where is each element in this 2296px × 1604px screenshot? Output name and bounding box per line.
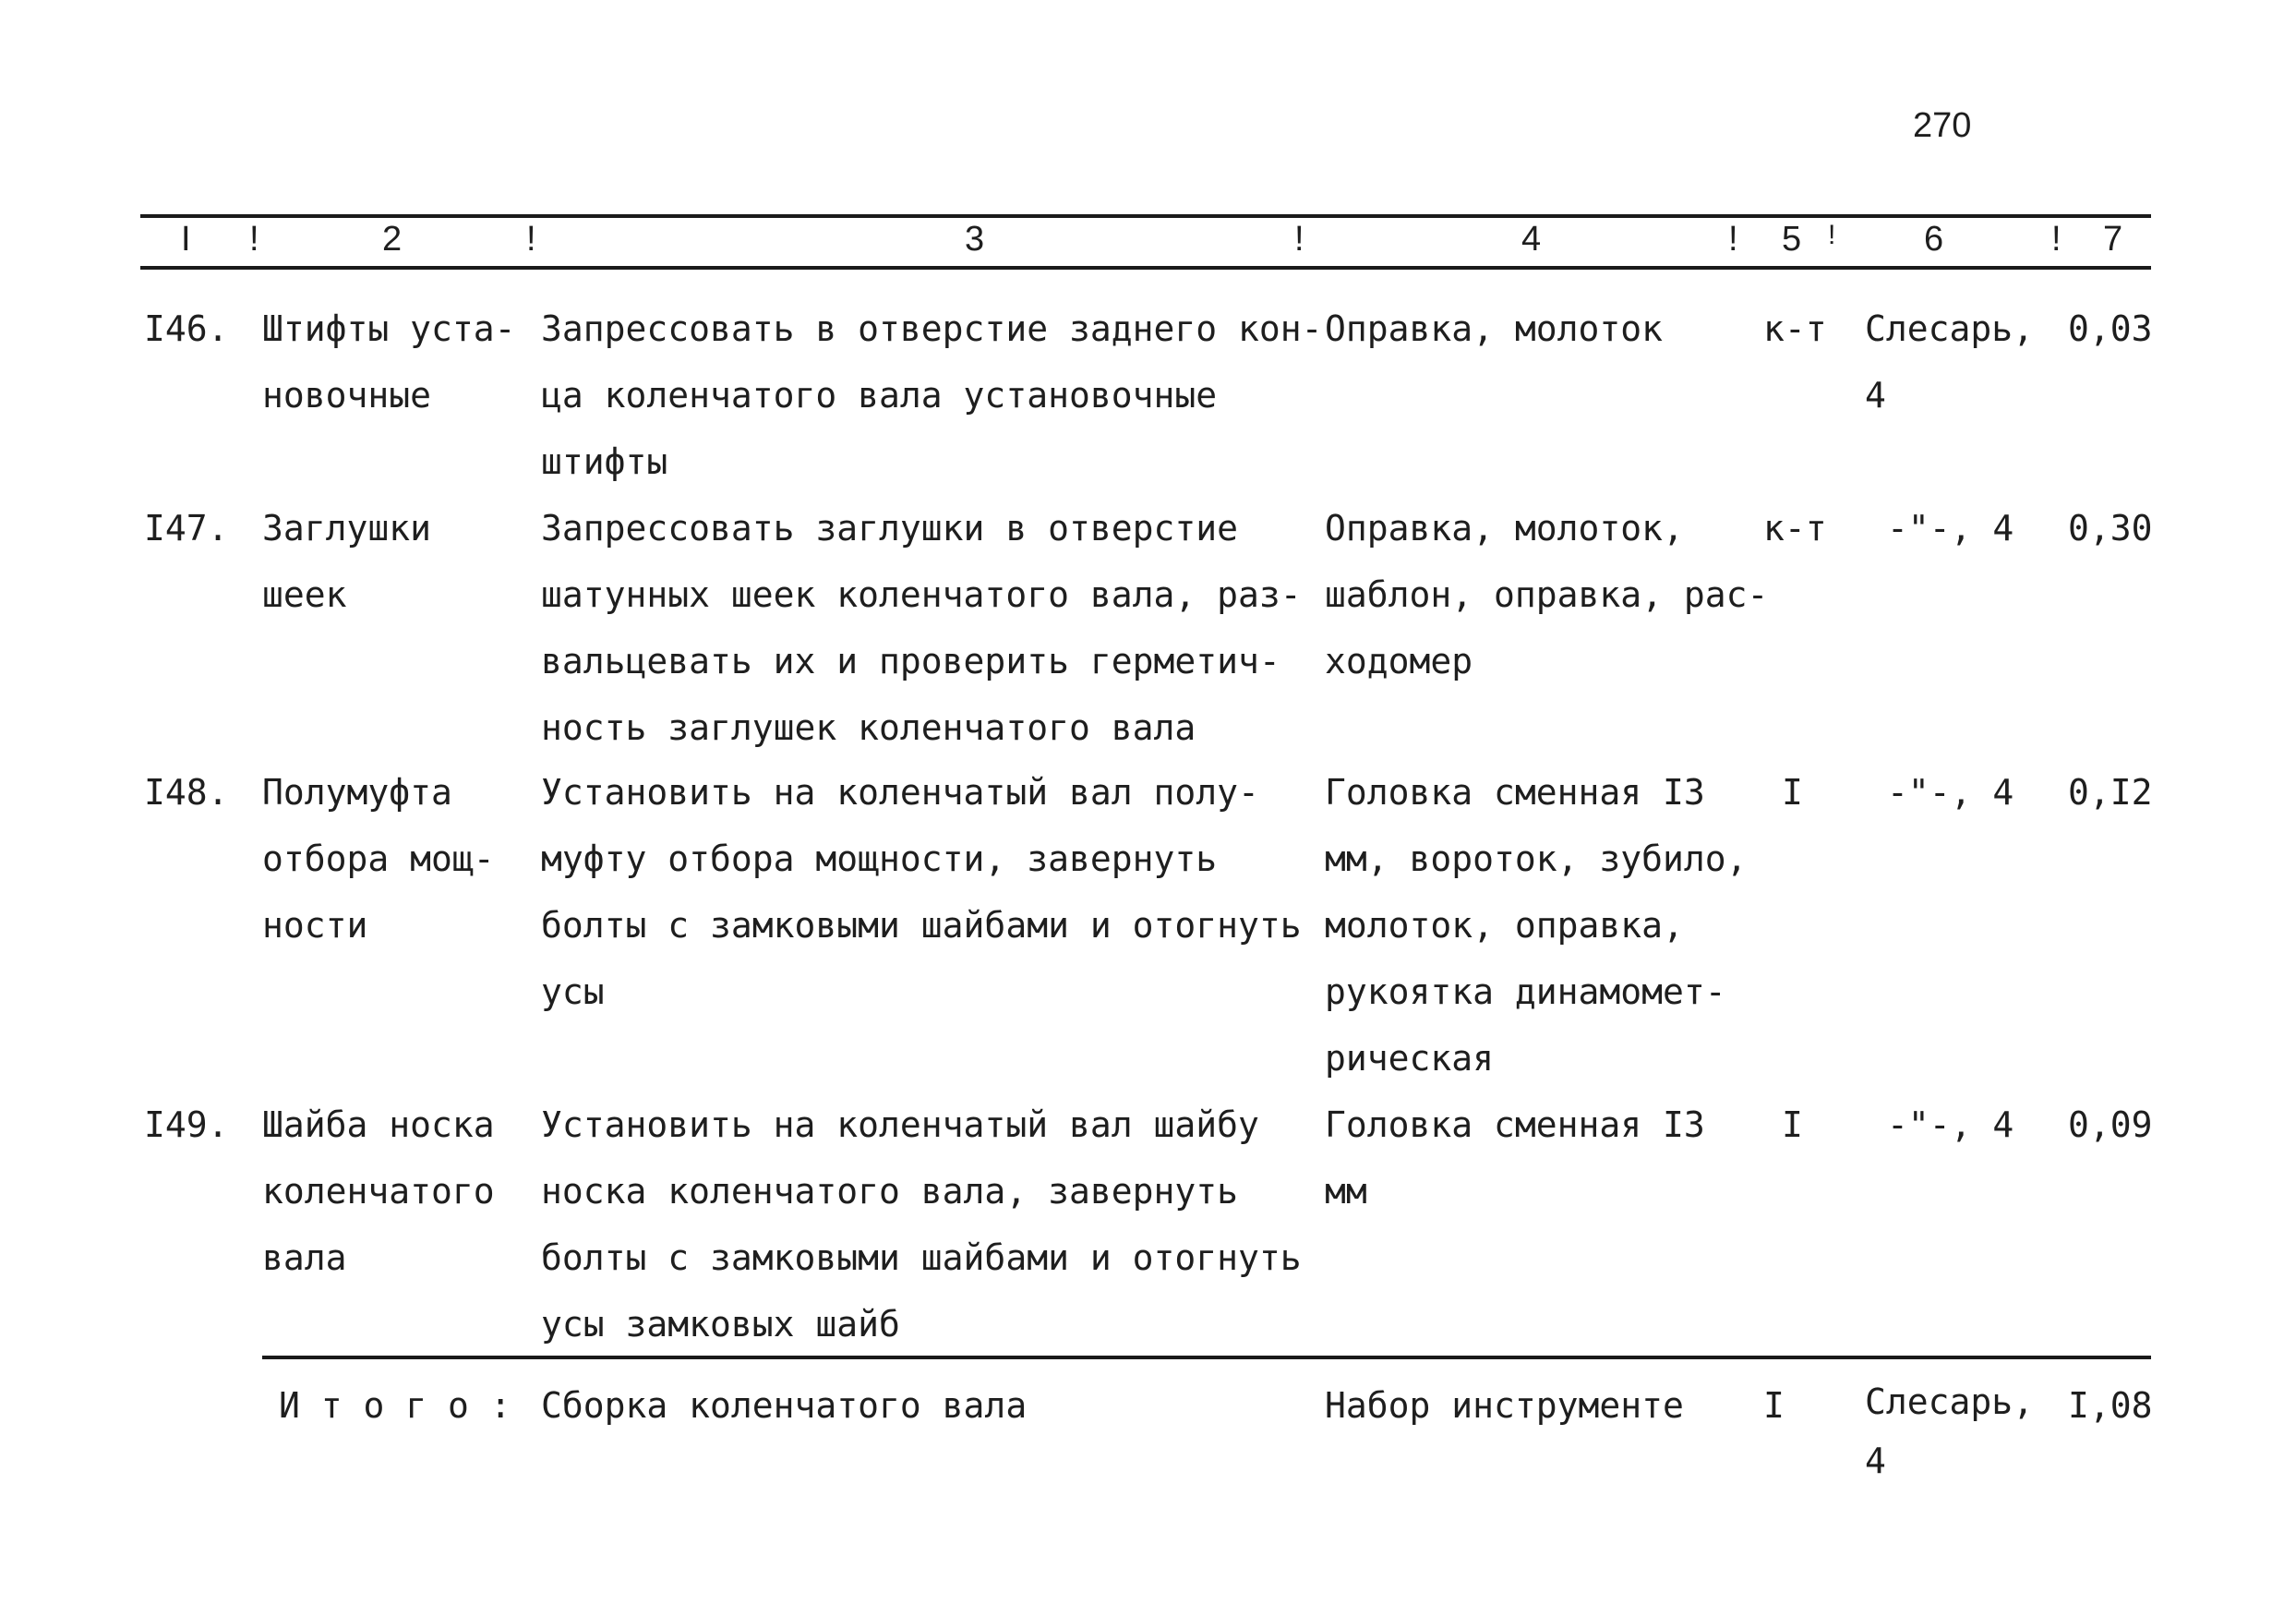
- text-line: Заглушки: [262, 508, 432, 549]
- text-line: Оправка, молоток,: [1325, 508, 1684, 549]
- row-number: I47.: [144, 508, 229, 549]
- tools-text: [1325, 495, 1768, 694]
- text-line: штифты: [541, 441, 668, 482]
- text-line: усы замковых шайб: [541, 1304, 900, 1345]
- worker: [1887, 759, 2014, 826]
- time-value: 0,09: [2068, 1104, 2153, 1145]
- text-line: Слесарь,: [1865, 308, 2035, 349]
- page-number: 270: [1913, 106, 1972, 145]
- part-name: [262, 495, 431, 628]
- text-line: шеек: [262, 574, 347, 615]
- row-number: I48.: [144, 772, 229, 813]
- header-col-3: 3: [965, 220, 985, 259]
- quantity: к-т: [1763, 308, 1827, 349]
- total-worker: [1865, 1372, 2034, 1490]
- text-line: болты с замковыми шайбами и отогнуть: [541, 1237, 1302, 1278]
- header-sep: !: [526, 220, 536, 259]
- header-bottom-rule: [140, 266, 2151, 270]
- operation-text: [541, 495, 1302, 761]
- operation-text: [541, 759, 1302, 1025]
- part-name: [262, 1091, 495, 1291]
- time-value: 0,03: [2068, 308, 2153, 349]
- total-rule: [262, 1356, 2151, 1359]
- tools-text: [1325, 759, 1748, 1091]
- worker: [1887, 1091, 2014, 1158]
- text-line: рукоятка динамомет-: [1325, 971, 1726, 1012]
- text-line: Слесарь,: [1865, 1381, 2035, 1422]
- text-line: Установить на коленчатый вал полу-: [541, 772, 1259, 813]
- quantity: I: [1782, 772, 1803, 813]
- text-line: ности: [262, 905, 368, 946]
- text-line: Оправка, молоток: [1325, 308, 1664, 349]
- header-col-1: I: [181, 220, 191, 259]
- total-time: I,08: [2068, 1385, 2153, 1426]
- tools-text: [1325, 1091, 1705, 1224]
- header-sep: !: [1828, 220, 1836, 250]
- text-line: коленчатого: [262, 1171, 495, 1212]
- text-line: 4: [1865, 375, 1886, 416]
- total-operation: Сборка коленчатого вала: [541, 1385, 1028, 1426]
- text-line: ходомер: [1325, 641, 1473, 681]
- text-line: болты с замковыми шайбами и отогнуть: [541, 905, 1302, 946]
- total-label: И т о г о :: [279, 1385, 511, 1426]
- header-col-5: 5: [1782, 220, 1802, 259]
- time-value: 0,30: [2068, 508, 2153, 549]
- text-line: мм: [1325, 1171, 1367, 1212]
- header-col-4: 4: [1521, 220, 1542, 259]
- part-name: [262, 295, 516, 428]
- text-line: вальцевать их и проверить герметич-: [541, 641, 1280, 681]
- row-number: I49.: [144, 1104, 229, 1145]
- text-line: вала: [262, 1237, 347, 1278]
- text-line: молоток, оправка,: [1325, 905, 1684, 946]
- total-quantity: I: [1763, 1385, 1785, 1426]
- text-line: -"-, 4: [1887, 508, 2014, 549]
- operation-text: [541, 295, 1322, 495]
- header-col-7: 7: [2103, 220, 2123, 259]
- text-line: муфту отбора мощности, завернуть: [541, 838, 1218, 879]
- header-sep: !: [1294, 220, 1304, 259]
- header-top-rule: [140, 214, 2151, 218]
- text-line: шатунных шеек коленчатого вала, раз-: [541, 574, 1302, 615]
- text-line: носка коленчатого вала, завернуть: [541, 1171, 1238, 1212]
- text-line: Полумуфта: [262, 772, 452, 813]
- text-line: мм, вороток, зубило,: [1325, 838, 1748, 879]
- time-value: 0,I2: [2068, 772, 2153, 813]
- text-line: -"-, 4: [1887, 772, 2014, 813]
- text-line: -"-, 4: [1887, 1104, 2014, 1145]
- text-line: Шайба носка: [262, 1104, 495, 1145]
- text-line: Штифты уста-: [262, 308, 516, 349]
- text-line: Запрессовать заглушки в отверстие: [541, 508, 1238, 549]
- text-line: 4: [1865, 1441, 1886, 1481]
- text-line: новочные: [262, 375, 432, 416]
- header-col-2: 2: [382, 220, 403, 259]
- header-sep: !: [2051, 220, 2062, 259]
- operation-text: [541, 1091, 1302, 1357]
- text-line: отбора мощ-: [262, 838, 495, 879]
- text-line: Головка сменная I3: [1325, 772, 1705, 813]
- text-line: Установить на коленчатый вал шайбу: [541, 1104, 1259, 1145]
- text-line: рическая: [1325, 1038, 1495, 1079]
- text-line: Головка сменная I3: [1325, 1104, 1705, 1145]
- quantity: к-т: [1763, 508, 1827, 549]
- text-line: ность заглушек коленчатого вала: [541, 707, 1196, 748]
- part-name: [262, 759, 495, 959]
- worker: [1887, 495, 2014, 561]
- text-line: ца коленчатого вала установочные: [541, 375, 1218, 416]
- header-col-6: 6: [1924, 220, 1944, 259]
- quantity: I: [1782, 1104, 1803, 1145]
- header-sep: !: [1728, 220, 1738, 259]
- text-line: шаблон, оправка, рас-: [1325, 574, 1769, 615]
- total-tools: Набор инструменте: [1325, 1385, 1684, 1426]
- text-line: усы: [541, 971, 605, 1012]
- worker: [1865, 295, 2034, 428]
- header-sep: !: [249, 220, 259, 259]
- tools-text: [1325, 295, 1663, 362]
- text-line: Запрессовать в отверстие заднего кон-: [541, 308, 1323, 349]
- row-number: I46.: [144, 308, 229, 349]
